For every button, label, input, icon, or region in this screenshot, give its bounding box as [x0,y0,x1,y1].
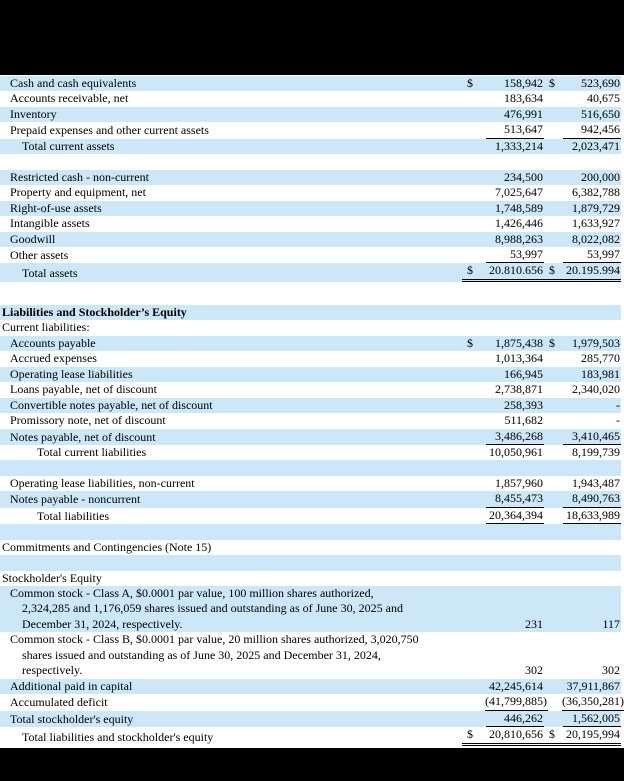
value-c2 [544,663,621,678]
table-row [0,711,621,727]
value-text: 20.195.994 [566,263,620,278]
value-c1 [462,694,547,710]
table-row [0,571,621,586]
value-text: 942,456 [563,122,621,138]
value-text: 2,023,471 [572,138,620,153]
value-c1 [462,413,544,428]
row-label: Commitments and Contingencies (Note 15) [2,539,212,554]
value-c2 [544,336,621,351]
table-row [0,491,621,507]
row-label: Inventory [10,106,57,121]
value-c1 [462,429,544,445]
value-c1 [462,107,544,122]
row-label: Operating lease liabilities [10,366,133,381]
dollar-sign: $ [467,335,473,350]
value-text: 8,022,082 [572,231,620,246]
table-row [0,632,621,678]
value-c2 [544,445,621,460]
row-label-line: shares issued and outstanding as of June 30, 2025 and December 31, 2024, [22,647,381,662]
value-text: 1,748,589 [495,200,543,215]
table-row [0,282,621,305]
row-label: Liabilities and Stockholder’s Equity [2,304,187,319]
row-label: Cash and cash equivalents [10,76,137,90]
value-text: 2,738,871 [495,382,543,397]
row-label: Goodwill [10,231,56,246]
value-c2 [544,247,621,263]
value-c1 [462,367,544,382]
value-c2 [544,617,621,632]
row-label: Right-of-use assets [10,200,102,215]
table-row [0,122,621,138]
value-text: 183,634 [504,91,543,106]
row-label: Current liabilities: [2,320,90,335]
value-c1 [462,398,544,413]
value-c1 [462,232,544,247]
table-row [0,524,621,539]
value-c1 [462,382,544,397]
row-label [0,632,462,678]
value-text: 302 [602,663,620,678]
row-label: Other assets [10,247,69,262]
value-c2 [544,107,621,122]
value-c2 [544,185,621,200]
value-c1 [462,76,544,91]
table-row [0,367,621,382]
value-c2 [544,508,621,524]
table-row [0,540,621,555]
value-text: 6,382,788 [572,185,620,200]
value-text: 53,997 [563,247,621,263]
value-text: 523,690 [581,76,620,90]
value-c1 [462,91,544,106]
table-row [0,555,621,570]
row-label: Notes payable, net of discount [10,429,156,444]
value-text: - [616,413,620,428]
value-text: 1,426,446 [495,216,543,231]
redacted-header-bar [0,0,624,75]
value-c1 [462,247,544,263]
row-label: Prepaid expenses and other current assets [10,123,209,138]
table-row [0,413,621,428]
table-row [0,305,621,320]
value-c1 [462,663,544,678]
value-text: 1,943,487 [572,475,620,490]
value-c2 [544,122,621,138]
dollar-sign: $ [549,76,555,90]
row-label: Additional paid in capital [10,678,133,693]
value-text: 516,650 [581,106,620,121]
value-c2 [544,263,621,281]
table-row [0,263,621,281]
value-text: 513,647 [486,122,544,138]
value-c1 [462,122,544,138]
table-row [0,508,621,524]
dollar-sign: $ [467,263,473,278]
value-c1 [462,139,544,154]
row-label: Total current liabilities [37,444,147,459]
value-text: 18,633,989 [563,508,621,524]
row-label: Loans payable, net of discount [10,382,157,397]
value-text: 158,942 [504,76,543,90]
value-c2 [544,216,621,231]
table-row [0,476,621,491]
value-c2 [544,367,621,382]
row-label: Accumulated deficit [10,695,108,710]
value-text: 8,455,473 [486,491,544,507]
balance-sheet-table [0,76,624,746]
value-c1 [462,185,544,200]
row-label: Convertible notes payable, net of discount [10,397,213,412]
table-row [0,351,621,366]
dollar-sign: $ [549,335,555,350]
row-label: Total current assets [22,138,115,153]
value-text: 1,875,438 [495,335,543,350]
value-c2 [544,76,621,91]
table-row [0,216,621,231]
value-c2 [544,491,621,507]
value-c1 [462,351,544,366]
value-c2 [544,398,621,413]
dollar-sign: $ [549,263,555,278]
row-label-line: Common stock - Class A, $0.0001 par value, 100 million shares authorized, [10,585,374,600]
value-text: 446,262 [486,711,544,727]
value-text: 42,245,614 [489,678,543,693]
table-row [0,76,621,91]
value-text: 476,991 [504,106,543,121]
value-text: 20,195,994 [566,727,620,742]
value-text: 231 [525,616,543,631]
value-c2 [544,201,621,216]
table-row [0,154,621,169]
value-c2 [544,429,621,445]
value-text: 8,988,263 [495,231,543,246]
row-label: Restricted cash - non-current [10,169,149,184]
value-c1 [462,711,544,727]
value-c2 [544,139,621,154]
value-text: 10,050,961 [489,444,543,459]
table-row [0,247,621,263]
value-text: 3,410,465 [563,429,621,445]
value-c1 [462,201,544,216]
value-text: 53,997 [486,247,544,263]
table-row [0,398,621,413]
value-text: 1,879,729 [572,200,620,215]
row-label: Total liabilities and stockholder's equity [22,730,214,745]
value-text: 8,490,763 [563,491,621,507]
row-label: Stockholder's Equity [2,570,102,585]
value-text: 234,500 [504,169,543,184]
value-text: 3,486,268 [486,429,544,445]
value-c1 [462,336,544,351]
row-label: Promissory note, net of discount [10,413,166,428]
row-label-line: Common stock - Class B, $0.0001 par value, 20 million shares authorized, 3,020,750 [10,632,419,647]
table-row [0,679,621,694]
table-row [0,232,621,247]
row-label-line: December 31, 2024, respectively. [22,616,183,631]
value-c1 [462,216,544,231]
value-text: (41,799,885) [485,694,548,710]
table-row [0,382,621,397]
value-c1 [462,476,544,491]
value-text: 1,013,364 [495,351,543,366]
value-c1 [462,727,544,745]
row-label: Notes payable - noncurrent [10,492,141,507]
value-c1 [462,263,544,281]
value-text: 1,633,927 [572,216,620,231]
table-row [0,91,621,106]
row-label: Total stockholder's equity [10,711,134,726]
value-text: 20,810,656 [489,727,543,742]
value-c2 [544,232,621,247]
row-label: Property and equipment, net [10,185,146,200]
table-row [0,201,621,216]
table-row [0,727,621,745]
row-label: Accrued expenses [10,351,97,366]
value-text: 183,981 [581,366,620,381]
value-c2 [544,694,624,710]
table-row [0,170,621,185]
value-c2 [544,351,621,366]
value-text: 258,393 [504,397,543,412]
value-c2 [544,170,621,185]
value-text: 117 [602,616,620,631]
table-row [0,185,621,200]
value-c2 [544,476,621,491]
table-row [0,586,621,632]
value-c2 [544,91,621,106]
value-c2 [544,711,621,727]
row-label-line: 2,324,285 and 1,176,059 shares issued and outstanding as of June 30, 2025 and [22,601,403,616]
value-text: 302 [525,663,543,678]
value-text: 1,857,960 [495,475,543,490]
value-c1 [462,491,544,507]
value-text: 511,682 [504,413,543,428]
value-text: 20,364,394 [486,508,544,524]
value-text: 8,199,739 [572,444,620,459]
row-label-line: respectively. [22,663,83,678]
value-text: 200,000 [581,169,620,184]
value-c1 [462,617,544,632]
table-row [0,694,624,710]
value-c2 [544,413,621,428]
table-row [0,445,621,460]
value-c2 [544,382,621,397]
value-text: 285,770 [581,351,620,366]
value-c1 [462,170,544,185]
table-row [0,107,621,122]
value-text: 1,333,214 [495,138,543,153]
dollar-sign: $ [467,727,473,742]
value-text: 7,025,647 [495,185,543,200]
value-text: - [616,397,620,412]
table-row [0,429,621,445]
value-c1 [462,508,544,524]
value-c2 [544,727,621,745]
redacted-footer-bar [0,748,624,781]
value-text: (36,350,281) [562,694,624,710]
value-text: 20.810.656 [489,263,543,278]
dollar-sign: $ [549,727,555,742]
value-c1 [462,445,544,460]
table-row [0,320,621,335]
dollar-sign: $ [467,76,473,90]
row-label [0,586,462,632]
row-label: Accounts receivable, net [10,91,129,106]
row-label: Intangible assets [10,216,90,231]
value-text: 37,911,867 [566,678,620,693]
table-row [0,336,621,351]
table-row [0,460,621,475]
value-text: 1,979,503 [572,335,620,350]
row-label: Total assets [22,266,78,281]
value-c2 [544,679,621,694]
value-text: 40,675 [587,91,620,106]
value-text: 2,340,020 [572,382,620,397]
value-c1 [462,679,544,694]
row-label: Total liabilities [37,508,110,523]
row-label: Accounts payable [10,335,96,350]
value-text: 1,562,005 [563,711,621,727]
table-row [0,139,621,154]
value-text: 166,945 [504,366,543,381]
row-label: Operating lease liabilities, non-current [10,475,195,490]
